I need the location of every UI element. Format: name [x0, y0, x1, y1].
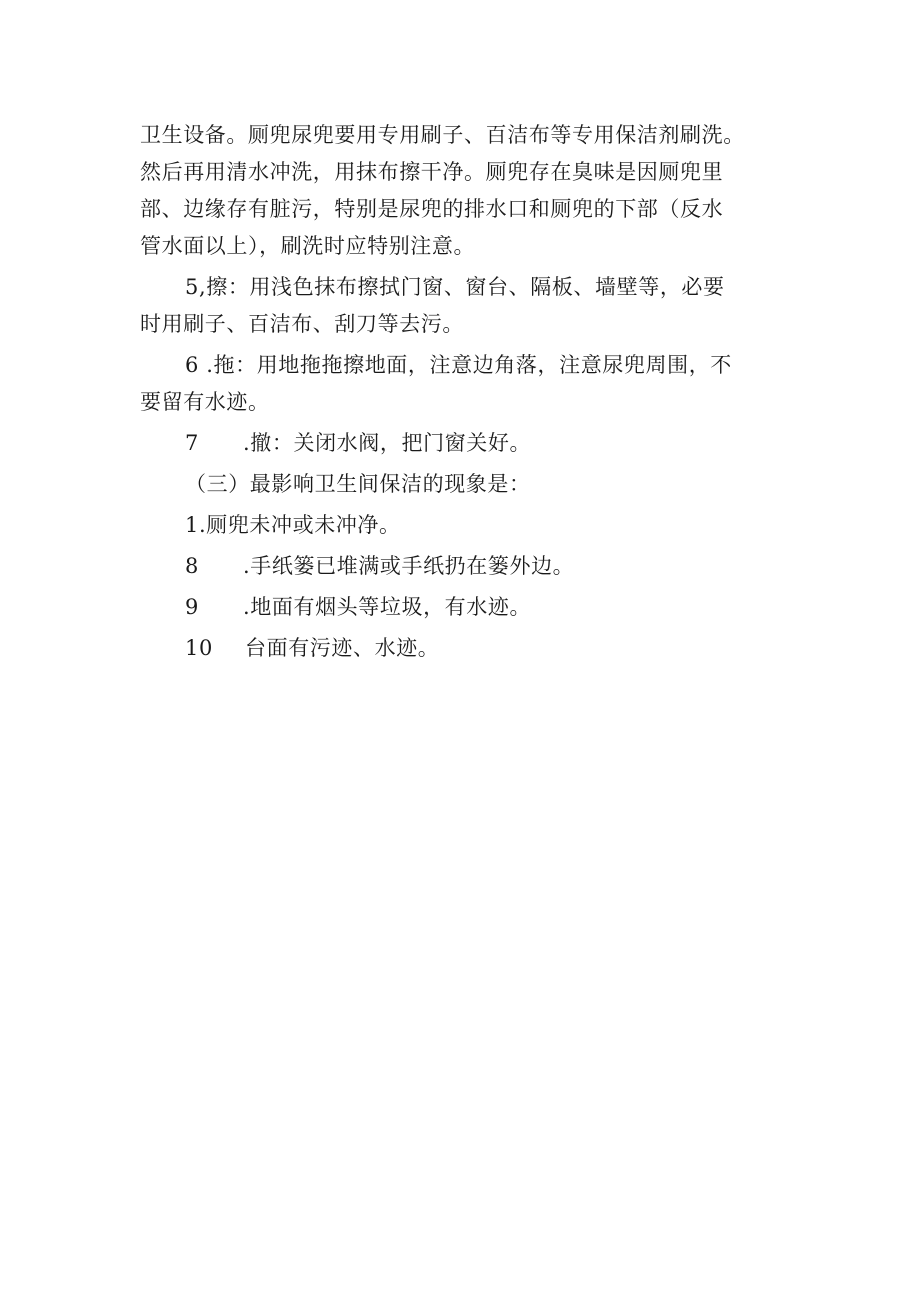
paragraph-mop: [140, 347, 790, 421]
item-text: 台面有污迹、水迹。: [245, 636, 440, 660]
text-line: 卫生设备。厕兜尿兜要用专用刷子、百洁布等专用保洁剂刷洗。: [140, 123, 745, 147]
list-item-7: [140, 425, 790, 462]
text-line: 部、边缘存有脏污，特别是尿兜的排水口和厕兜的下部（反水: [140, 197, 724, 221]
paragraph-wipe: [140, 269, 790, 343]
item-text: .撤：关闭水阀，把门窗关好。: [243, 431, 532, 455]
text-line: 管水面以上），刷洗时应特别注意。: [140, 234, 476, 258]
item-text: .地面有烟头等垃圾，有水迹。: [243, 595, 532, 619]
paragraph-cleaning-fixtures: [140, 117, 790, 265]
text-line: 5,擦：用浅色抹布擦拭门窗、窗台、隔板、墙壁等，必要: [185, 275, 725, 299]
document-body: [140, 117, 790, 667]
list-item-8: [140, 548, 790, 585]
list-item-1: 1.厕兜未冲或未冲净。: [185, 513, 401, 537]
text-line: 要留有水迹。: [140, 390, 270, 414]
item-number: 7: [185, 431, 199, 455]
list-item-9: [140, 589, 790, 626]
section-heading: （三）最影响卫生间保洁的现象是：: [185, 472, 531, 496]
text-line: 6 .拖：用地拖拖擦地面，注意边角落，注意尿兜周围，不: [185, 353, 732, 377]
text-line: 然后再用清水冲洗，用抹布擦干净。厕兜存在臭味是因厕兜里: [140, 160, 724, 184]
item-text: .手纸篓已堆满或手纸扔在篓外边。: [243, 554, 575, 578]
list-item-10: [140, 630, 790, 667]
item-number: 9: [185, 595, 199, 619]
item-number: 8: [185, 554, 199, 578]
text-line: 时用刷子、百洁布、刮刀等去污。: [140, 312, 464, 336]
item-number: 10: [185, 636, 213, 660]
